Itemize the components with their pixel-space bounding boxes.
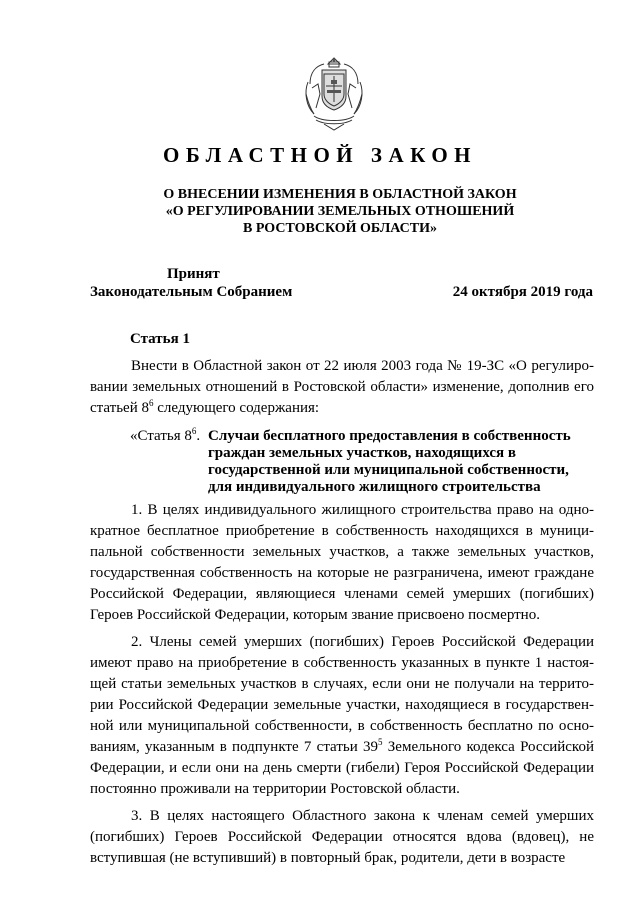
new-article-title-line: Случаи бесплатного предоставления в собственность	[208, 428, 571, 444]
law-title-line: О ВНЕСЕНИИ ИЗМЕНЕНИЯ В ОБЛАСТНОЙ ЗАКОН	[163, 187, 517, 202]
coat-of-arms-icon	[302, 54, 366, 132]
adoption-date: 24 октября 2019 года	[452, 284, 593, 300]
new-article-title	[208, 428, 588, 496]
new-article-label: «Статья $8^6$.	[130, 426, 201, 444]
law-title-line: «О РЕГУЛИРОВАНИИ ЗЕМЕЛЬНЫХ ОТНОШЕНИЙ	[165, 204, 515, 219]
article-heading: Статья 1	[130, 331, 190, 347]
adopted-label: Принят	[167, 266, 220, 282]
paragraph-1: 1. В целях индивидуального жилищного строительства право на одно-кратное бесплатное приобретение в собственность находящихся в муници-пальной собственности земельных участков, а также земельных участков, государственная собственность на которые не разграничена, имеют граждане Российской Федерации, являющиеся членами семей умерших (погибших) Героев Российской Федерации, которым звание присвоено посмертно.	[90, 502, 594, 623]
paragraph-2-superscript: 5	[378, 737, 383, 747]
paragraph-2: 2. Члены семей умерших (погибших) Героев Российской Федерации имеют право на приобретение в собственность указанных в пункте 1 настоя-щей статьи земельных участков в случаях, если они не получали на террито-рии Российской Федерации земельные участки, находящиеся в государствен-ной или муниципальной собственности, в собственность бесплатно по осно-ваниям, указанным в подпункте 7 статьи $39^5$ Земельного кодекса Российской Федерации, и если они на день смерти (гибели) Героя Российской Федерации постоянно проживали на территории Ростовской области.	[90, 634, 594, 797]
adopted-by: Законодательным Собранием	[90, 284, 293, 300]
new-article-title-line: государственной или муниципальной собственности,	[208, 462, 569, 478]
law-title	[0, 186, 640, 237]
article-body	[90, 500, 594, 875]
law-title-line: В РОСТОВСКОЙ ОБЛАСТИ»	[242, 221, 438, 236]
paragraph-3: 3. В целях настоящего Областного закона к членам семей умерших (погибших) Героев Российской Федерации относятся вдова (вдовец), не вступившая (не вступивший) в повторный брак, родители, дети в возрасте	[90, 808, 594, 866]
new-article-title-line: граждан земельных участков, находящихся в	[208, 445, 517, 461]
new-article-title-line: для индивидуального жилищного строительства	[208, 479, 541, 495]
intro-text: Внести в Областной закон от 22 июля 2003 года № 19-ЗС «О регулиро-вании земельных отношений в Ростовской области» изменение, дополнив его статьей 8	[90, 358, 594, 416]
law-type-heading: ОБЛАСТНОЙ ЗАКОН	[162, 143, 477, 167]
article-intro	[90, 356, 594, 419]
intro-text-end: следующего содержания:	[153, 400, 320, 416]
new-article-superscript: 6	[191, 426, 197, 436]
intro-superscript: 6	[149, 398, 154, 408]
